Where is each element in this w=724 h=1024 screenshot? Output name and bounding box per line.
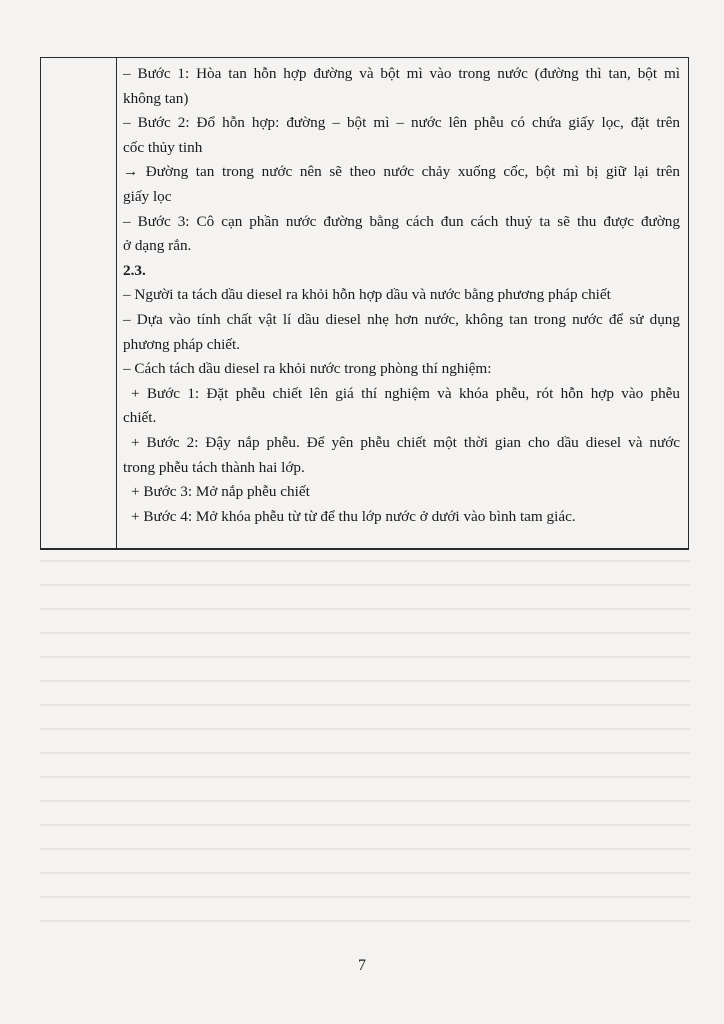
- text-line: không tan): [123, 89, 189, 107]
- text-line: – Cách tách dầu diesel ra khỏi nước trong phòng thí nghiệm:: [123, 360, 492, 378]
- table-content-cell: [123, 62, 680, 529]
- table-left-column: [41, 58, 117, 548]
- text-line: – Dựa vào tính chất vật lí dầu diesel nhẹ hơn nước, không tan trong nước để sử dụng: [123, 310, 680, 328]
- text-line: – Bước 1: Hòa tan hỗn hợp đường và bột mì vào trong nước (đường thì tan, bột mì: [123, 65, 680, 82]
- text-line: – Người ta tách dầu diesel ra khỏi hỗn hợp dầu và nước bằng phương pháp chiết: [123, 286, 611, 304]
- text-line: + Bước 1: Đặt phễu chiết lên giá thí nghiệm và khóa phễu, rót hỗn hợp vào phễu: [131, 384, 680, 402]
- text-line: phương pháp chiết.: [123, 335, 241, 353]
- text-line: + Bước 2: Đậy nắp phễu. Để yên phễu chiết một thời gian cho dầu diesel và nước: [131, 433, 680, 451]
- text-line: chiết.: [123, 409, 157, 427]
- section-heading: 2.3.: [123, 261, 146, 279]
- text-line: trong phễu tách thành hai lớp.: [123, 458, 305, 476]
- bleed-through-text: [40, 560, 690, 940]
- text-line: → Đường tan trong nước nên sẽ theo nước chảy xuống cốc, bột mì bị giữ lại trên: [123, 163, 680, 181]
- text-line: – Bước 3: Cô cạn phần nước đường bằng cách đun cách thuỷ ta sẽ thu được đường: [123, 212, 680, 230]
- text-line: + Bước 4: Mở khóa phễu từ từ để thu lớp nước ở dưới vào bình tam giác.: [131, 507, 576, 525]
- text-line: cốc thủy tinh: [123, 138, 203, 156]
- text-line: giấy lọc: [123, 187, 172, 205]
- answer-table: [40, 57, 689, 550]
- text-line: + Bước 3: Mở nắp phễu chiết: [131, 483, 310, 501]
- page-number: 7: [358, 957, 366, 974]
- text-line: ở dạng rắn.: [123, 237, 192, 255]
- text-line: – Bước 2: Đổ hỗn hợp: đường – bột mì – nước lên phễu có chứa giấy lọc, đặt trên: [123, 114, 680, 132]
